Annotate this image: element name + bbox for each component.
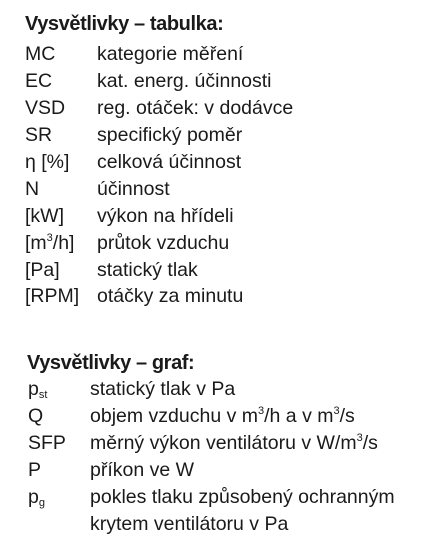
legend-abbr (28, 376, 47, 402)
abbr-superscript: 3 (46, 232, 53, 244)
legend-desc: pokles tlaku způsobený ochranným (90, 486, 395, 508)
legend-desc: příkon ve W (90, 459, 195, 481)
desc-part: /s (362, 432, 378, 454)
legend-abbr: MC (25, 43, 56, 65)
legend-abbr: SFP (28, 432, 66, 454)
legend-desc: otáčky za minutu (97, 285, 244, 307)
desc-superscript: 3 (333, 405, 340, 417)
legend-desc-continued: krytem ventilátoru v Pa (90, 513, 289, 535)
legend-desc: kat. energ. účinnosti (97, 70, 272, 92)
legend-abbr: [kW] (25, 205, 64, 227)
graph-legend (0, 340, 441, 551)
legend-desc: statický tlak v Pa (90, 378, 236, 400)
legend-abbr: [RPM] (25, 285, 80, 307)
legend-abbr: N (25, 178, 40, 200)
legend-desc: reg. otáček: v dodávce (97, 97, 294, 119)
graph-legend-title: Vysvětlivky – graf: (27, 352, 195, 374)
desc-superscript: 3 (258, 405, 265, 417)
legend-desc: specifický poměr (97, 124, 243, 146)
legend-abbr: EC (25, 70, 53, 92)
legend-desc (90, 403, 355, 429)
legend-desc: statický tlak (97, 259, 198, 281)
legend-desc: kategorie měření (97, 43, 244, 65)
legend-abbr: SR (25, 124, 53, 146)
legend-desc (90, 430, 378, 456)
abbr-subscript: g (38, 497, 45, 509)
desc-part: měrný výkon ventilátoru v W/m (90, 432, 357, 454)
desc-part: objem vzduchu v m (90, 405, 258, 427)
table-legend-title: Vysvětlivky – tabulka: (25, 13, 224, 35)
desc-superscript: 3 (356, 432, 363, 444)
legend-desc: celková účinnost (97, 151, 242, 173)
legend-abbr: Q (28, 405, 44, 427)
abbr-part: [m (25, 232, 47, 254)
legend-abbr: P (28, 459, 42, 481)
legend-abbr: [Pa] (25, 259, 60, 281)
legend-abbr (25, 230, 74, 256)
legend-abbr (28, 484, 45, 510)
legend-desc: průtok vzduchu (97, 232, 230, 254)
legend-desc: účinnost (97, 178, 170, 200)
abbr-part: /h] (52, 232, 75, 254)
abbr-base: p (28, 378, 39, 400)
abbr-base: p (28, 486, 39, 508)
legend-abbr: VSD (25, 97, 66, 119)
legend-abbr: η [%] (25, 151, 70, 173)
abbr-subscript: st (38, 389, 48, 401)
legend-desc: výkon na hřídeli (97, 205, 234, 227)
desc-part: /s (339, 405, 355, 427)
desc-part: /h a v m (264, 405, 334, 427)
